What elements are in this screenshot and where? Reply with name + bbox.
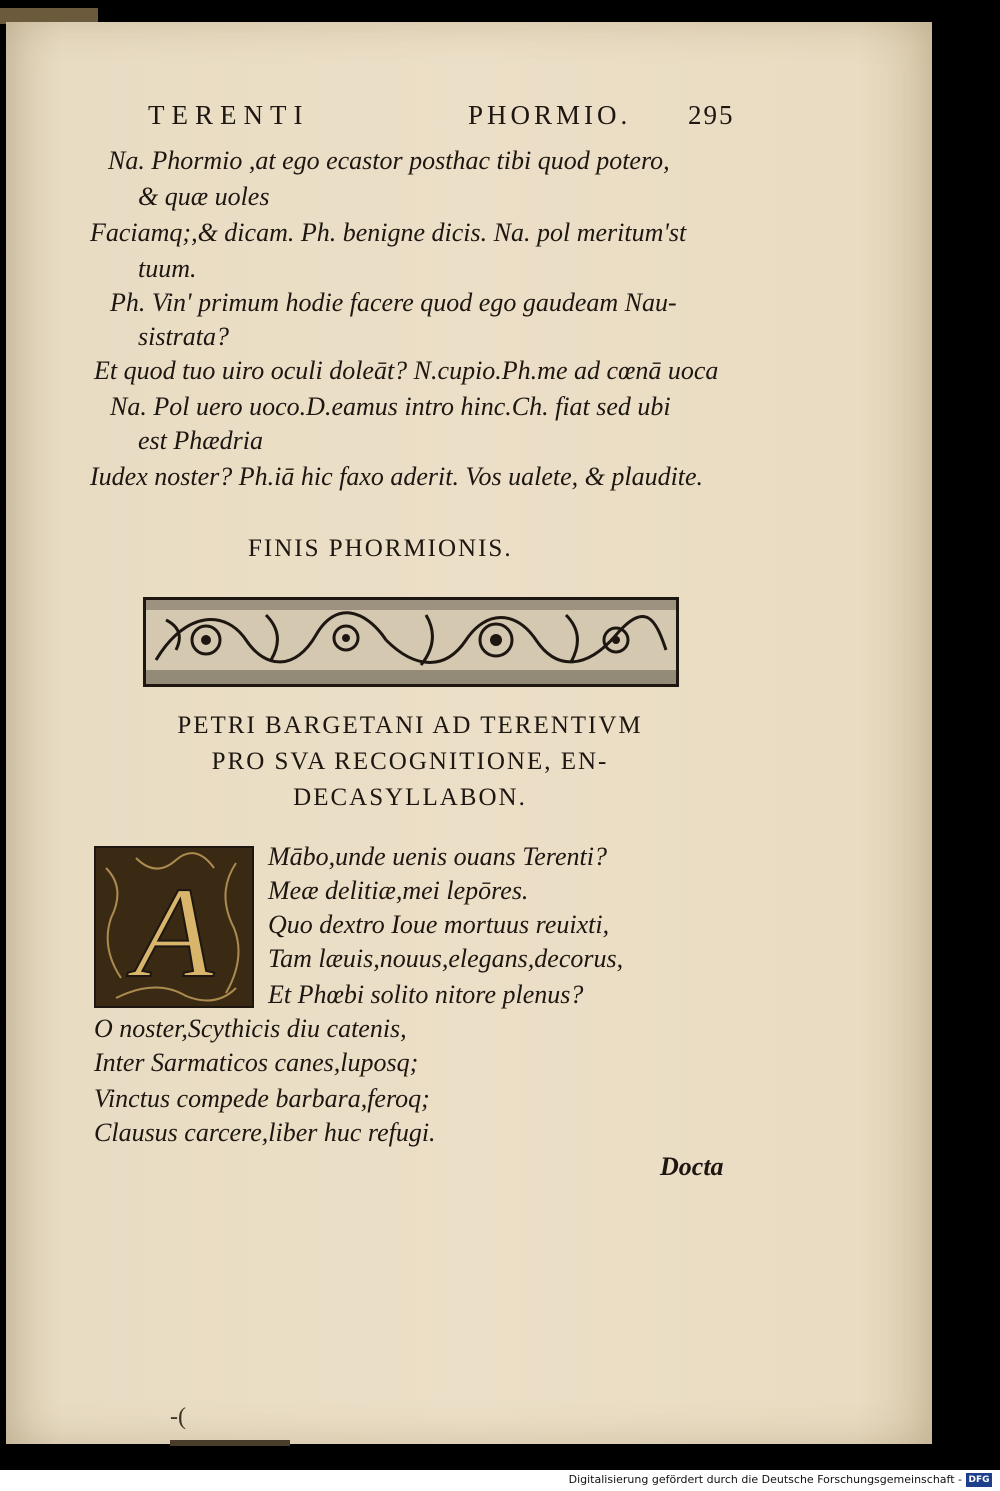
dialogue-line: Faciamq;,& dicam. Ph. benigne dicis. Na. pol meritum'st xyxy=(90,218,687,247)
dialogue-line: Ph. Vin' primum hodie facere quod ego gaudeam Nau- xyxy=(110,288,677,317)
decorated-initial-A xyxy=(94,846,254,1008)
running-head-title: PHORMIO. xyxy=(468,100,632,130)
ornament-scroll-icon xyxy=(146,600,676,684)
poem-line: Tam læuis,nouus,elegans,decorus, xyxy=(268,944,624,973)
dialogue-line: sistrata? xyxy=(138,322,230,351)
dialogue-line: tuum. xyxy=(138,254,197,283)
poem-line: Meæ delitiæ,mei lepōres. xyxy=(268,876,529,905)
catchword: Docta xyxy=(660,1152,724,1181)
poem-line: Et Phœbi solito nitore plenus? xyxy=(268,980,584,1009)
svg-text:A: A xyxy=(134,861,214,1005)
poem-line: Clausus carcere,liber huc refugi. xyxy=(94,1118,436,1147)
dialogue-line: Et quod tuo uiro oculi doleāt? N.cupio.Ph.me ad cœnā uoca xyxy=(94,356,719,385)
dialogue-line: Na. Pol uero uoco.D.eamus intro hinc.Ch. fiat sed ubi xyxy=(110,392,671,421)
page-bottom-edge xyxy=(170,1440,290,1446)
footer-bar xyxy=(0,1470,1000,1491)
finis-heading: FINIS PHORMIONIS. xyxy=(248,535,513,562)
page-number: 295 xyxy=(688,100,735,130)
dialogue-line: & quæ uoles xyxy=(138,182,270,211)
funding-credit: Digitalisierung gefördert durch die Deutsche Forschungsgemeinschaft - xyxy=(568,1473,962,1486)
pencil-mark: -( xyxy=(170,1404,186,1430)
poem-line: Vinctus compede barbara,feroq; xyxy=(94,1084,430,1113)
poem-line: Mābo,unde uenis ouans Terenti? xyxy=(268,842,607,871)
section-title-line: PETRI BARGETANI AD TERENTIVM xyxy=(177,712,643,739)
decorated-initial-icon xyxy=(96,848,252,1006)
poem-line: Quo dextro Ioue mortuus reuixti, xyxy=(268,910,610,939)
section-title-line: PRO SVA RECOGNITIONE, EN- xyxy=(211,748,609,775)
dialogue-line: Na. Phormio ,at ego ecastor posthac tibi quod potero, xyxy=(108,146,670,175)
dialogue-line: est Phædria xyxy=(138,426,263,455)
dfg-logo-icon[interactable]: DFG xyxy=(966,1473,992,1487)
running-head-author: TERENTI xyxy=(148,100,310,130)
ornamental-woodcut-band xyxy=(143,597,679,687)
dialogue-line: Iudex noster? Ph.iā hic faxo aderit. Vos ualete, & plaudite. xyxy=(90,462,704,491)
poem-line: O noster,Scythicis diu catenis, xyxy=(94,1014,407,1043)
section-title-line: DECASYLLABON. xyxy=(293,784,527,811)
poem-line: Inter Sarmaticos canes,luposq; xyxy=(94,1048,419,1077)
